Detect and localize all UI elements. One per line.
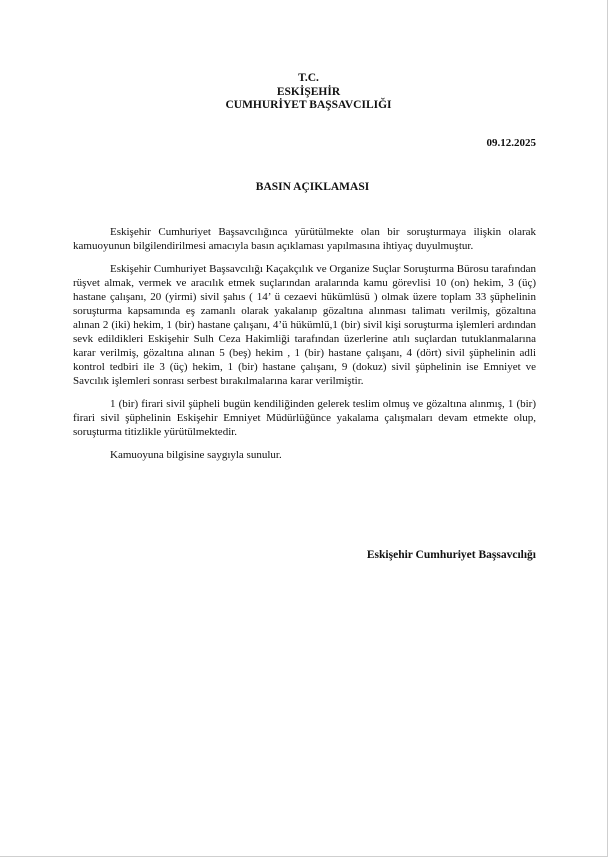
paragraph-details: Eskişehir Cumhuriyet Başsavcılığı Kaçakçılık ve Organize Suçlar Soruşturma Bürosu tarafından rüşvet almak, vermek ve aracılık etmek suçlarından aralarında kamu görevlisi 10 (on) hekim, 3 (üç) hastane çalışanı, 20 (yirmi) sivil şahıs ( 14’ ü cezaevi hükümlüsü ) olmak üzere toplam 33 şüphelinin soruşturma kapsamında eş zamanlı olarak yakalanıp gözaltına alınması talimatı verilmiş, gözaltına alınan 2 (iki) hekim, 1 (bir) hastane çalışanı, 4’ü hükümlü,1 (bir) sivil kişi soruşturma işlemleri ardından sevk edildikleri Eskişehir Sulh Ceza Hakimliği tarafından üzerlerine atılı suçlardan tutuklanmalarına karar verilmiş, gözaltına alınan 5 (beş) hekim , 1 (bir) hastane çalışanı, 4 (dört) sivil şüphelinin adli kontrol tedbiri ile 3 (üç) hekim, 1 (bir) hastane çalışanı, 9 (dokuz) sivil şüphelinin ise Emniyet ve Savcılık işlemleri sonrası serbest bırakılmalarına karar verilmiştir. (73, 263, 536, 387)
paragraph-intro: Eskişehir Cumhuriyet Başsavcılığınca yürütülmekte olan bir soruşturmaya ilişkin olarak kamuoyunun bilgilendirilmesi amacıyla basın açıklaması yapılmasına ihtiyaç duyulmuştur. (73, 226, 536, 252)
paragraph-closing: Kamuoyuna bilgisine saygıyla sunulur. (110, 449, 282, 461)
letterhead-city: ESKİŞEHİR (276, 85, 341, 98)
paragraph-fugitives: 1 (bir) firari sivil şüpheli bugün kendiliğinden gelerek teslim olmuş ve gözaltına alınmış, 1 (bir) firari sivil şüphelinin Eskişehir Emniyet Müdürlüğünce yakalama çalışmaları devam etmekte olup, soruşturma titizlikle yürütülmektedir. (73, 398, 536, 438)
document-title: BASIN AÇIKLAMASI (255, 181, 370, 193)
letterhead-tc: T.C. (298, 72, 319, 84)
letterhead-institution: CUMHURİYET BAŞSAVCILIĞI (225, 99, 392, 111)
letterhead (0, 72, 609, 113)
signature: Eskişehir Cumhuriyet Başsavcılığı (366, 549, 536, 561)
document-body (73, 225, 536, 471)
document-date: 09.12.2025 (486, 137, 536, 149)
